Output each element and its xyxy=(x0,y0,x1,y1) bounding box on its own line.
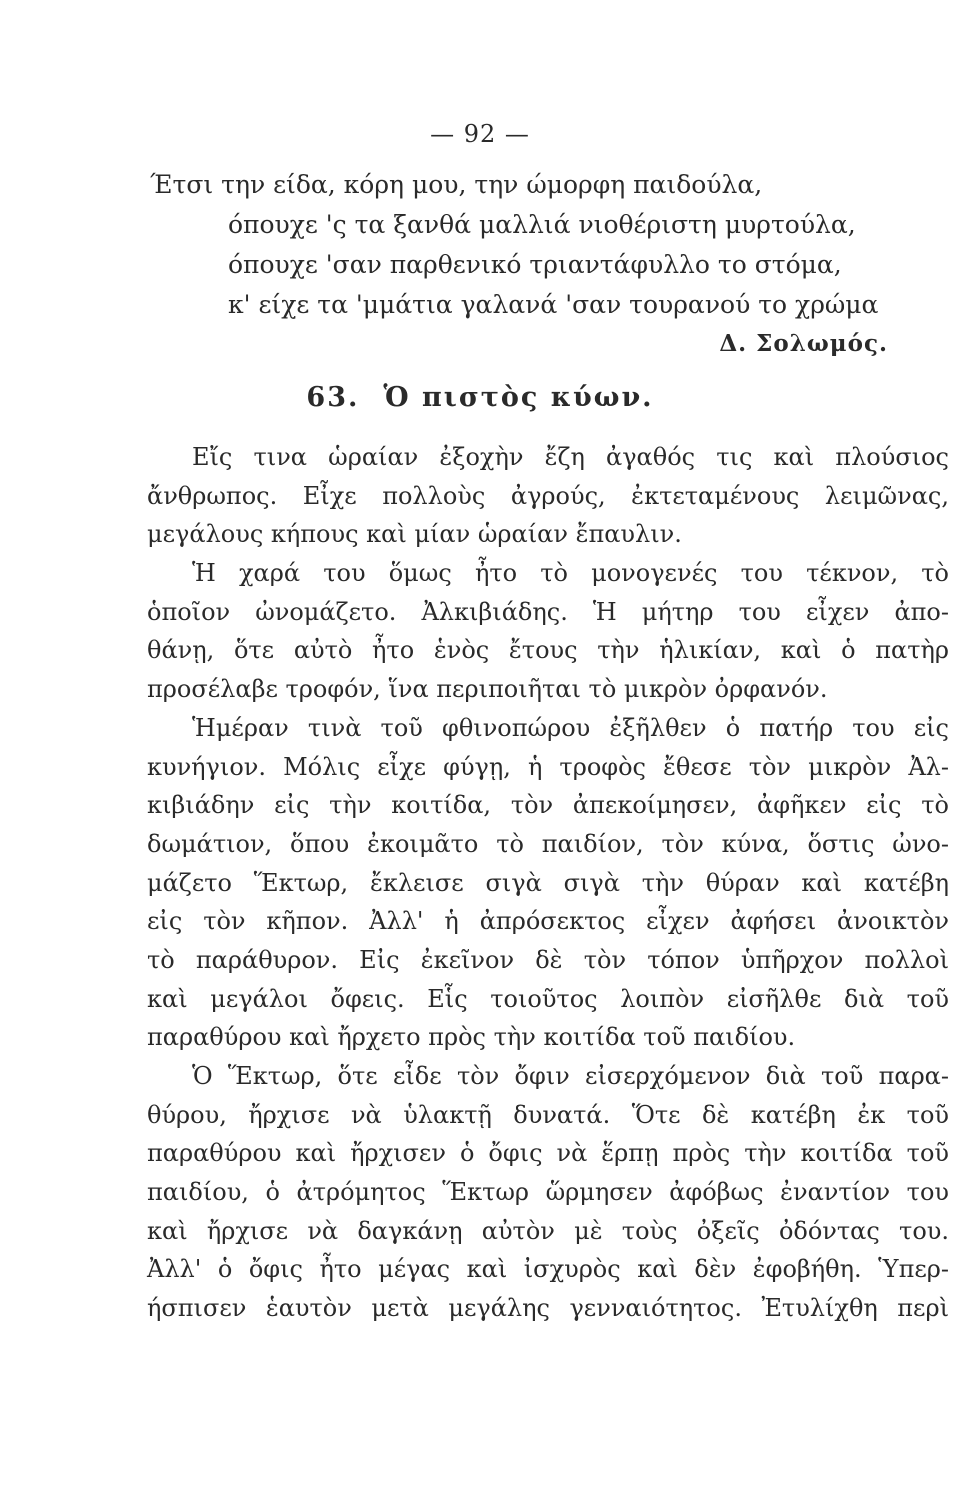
poem-author: Δ. Σολωμός. xyxy=(719,330,888,357)
prose-line: παραθύρου καὶ ἤρχισεν ὁ ὄφις νὰ ἕρπῃ πρὸς τὴν κοιτίδα τοῦ xyxy=(147,1139,949,1168)
prose-line: κυνήγιον. Μόλις εἶχε φύγῃ, ἡ τροφὸς ἔθεσε τὸν μικρὸν Ἀλ- xyxy=(147,752,949,781)
prose-line: προσέλαβε τροφόν, ἵνα περιποιῆται τὸ μικρὸν ὀρφανόν. xyxy=(147,675,828,704)
prose-line: Ἀλλ' ὁ ὄφις ἦτο μέγας καὶ ἰσχυρὸς καὶ δὲν ἐφοβήθη. Ὑπερ- xyxy=(147,1255,949,1284)
prose-line: Ἡμέραν τινὰ τοῦ φθινοπώρου ἐξῆλθεν ὁ πατήρ του εἰς xyxy=(192,713,949,742)
poem-line: Έτσι την είδα, κόρη μου, την ώμορφη παιδούλα, xyxy=(150,170,763,199)
prose-line: ἄνθρωπος. Εἶχε πολλοὺς ἀγρούς, ἐκτεταμένους λειμῶνας, xyxy=(147,481,949,510)
page-number: — 92 — xyxy=(430,120,530,148)
prose-line: θύρου, ἤρχισε νὰ ὑλακτῇ δυνατά. Ὅτε δὲ κατέβη ἐκ τοῦ xyxy=(147,1100,949,1129)
prose-line: κιβιάδην εἰς τὴν κοιτίδα, τὸν ἀπεκοίμησεν, ἀφῆκεν εἰς τὸ xyxy=(147,791,949,820)
chapter-title: Ὁ πιστὸς κύων. xyxy=(383,382,654,413)
prose-line: παραθύρου καὶ ἤρχετο πρὸς τὴν κοιτίδα τοῦ παιδίου. xyxy=(147,1023,796,1052)
poem-stanza xyxy=(150,165,900,325)
prose-line: μεγάλους κήπους καὶ μίαν ὡραίαν ἔπαυλιν. xyxy=(147,520,682,549)
prose-line: μάζετο Ἕκτωρ, ἔκλεισε σιγὰ σιγὰ τὴν θύραν καὶ κατέβη xyxy=(147,868,949,897)
prose-line: εἰς τὸν κῆπον. Ἀλλ' ἡ ἀπρόσεκτος εἶχεν ἀφήσει ἀνοικτὸν xyxy=(147,907,949,936)
poem-line: όπουχε 'ς τα ξανθά μαλλιά νιοθέριστη μυρτούλα, xyxy=(228,210,856,239)
prose-line: Εἴς τινα ὡραίαν ἐξοχὴν ἔζη ἀγαθός τις καὶ πλούσιος xyxy=(192,443,949,471)
chapter-number: 63. xyxy=(306,382,360,413)
prose-line: Ἡ χαρά του ὅμως ἦτο τὸ μονογενές του τέκνον, τὸ xyxy=(192,559,949,588)
chapter-heading xyxy=(0,382,960,413)
prose-line: ήσπισεν ἑαυτὸν μετὰ μεγάλης γενναιότητος. Ἐτυλίχθη περὶ xyxy=(147,1294,949,1323)
prose-line: καὶ ἤρχισε νὰ δαγκάνῃ αὐτὸν μὲ τοὺς ὀξεῖς ὀδόντας του. xyxy=(147,1216,949,1245)
poem-line: κ' είχε τα 'μμάτια γαλανά 'σαν τουρανού το χρώμα xyxy=(228,290,879,319)
prose-line: θάνῃ, ὅτε αὐτὸ ἦτο ἑνὸς ἔτους τὴν ἡλικίαν, καὶ ὁ πατὴρ xyxy=(147,636,949,665)
poem-line: όπουχε 'σαν παρθενικό τριαντάφυλλο το στόμα, xyxy=(228,250,842,279)
prose-body xyxy=(147,438,949,1328)
prose-line: ὁποῖον ὠνομάζετο. Ἀλκιβιάδης. Ἡ μήτηρ του εἶχεν ἀπο- xyxy=(147,597,949,626)
prose-line: παιδίου, ὁ ἀτρόμητος Ἕκτωρ ὥρμησεν ἀφόβως ἐναντίον του xyxy=(147,1178,949,1207)
prose-line: καὶ μεγάλοι ὄφεις. Εἷς τοιοῦτος λοιπὸν εἰσῆλθε διὰ τοῦ xyxy=(147,984,949,1013)
prose-line: δωμάτιον, ὅπου ἐκοιμᾶτο τὸ παιδίον, τὸν κύνα, ὅστις ὠνο- xyxy=(147,829,949,858)
prose-line: Ὁ Ἕκτωρ, ὅτε εἶδε τὸν ὄφιν εἰσερχόμενον διὰ τοῦ παρα- xyxy=(192,1062,949,1090)
prose-line: τὸ παράθυρον. Εἰς ἐκεῖνον δὲ τὸν τόπον ὑπῆρχον πολλοὶ xyxy=(147,945,949,974)
